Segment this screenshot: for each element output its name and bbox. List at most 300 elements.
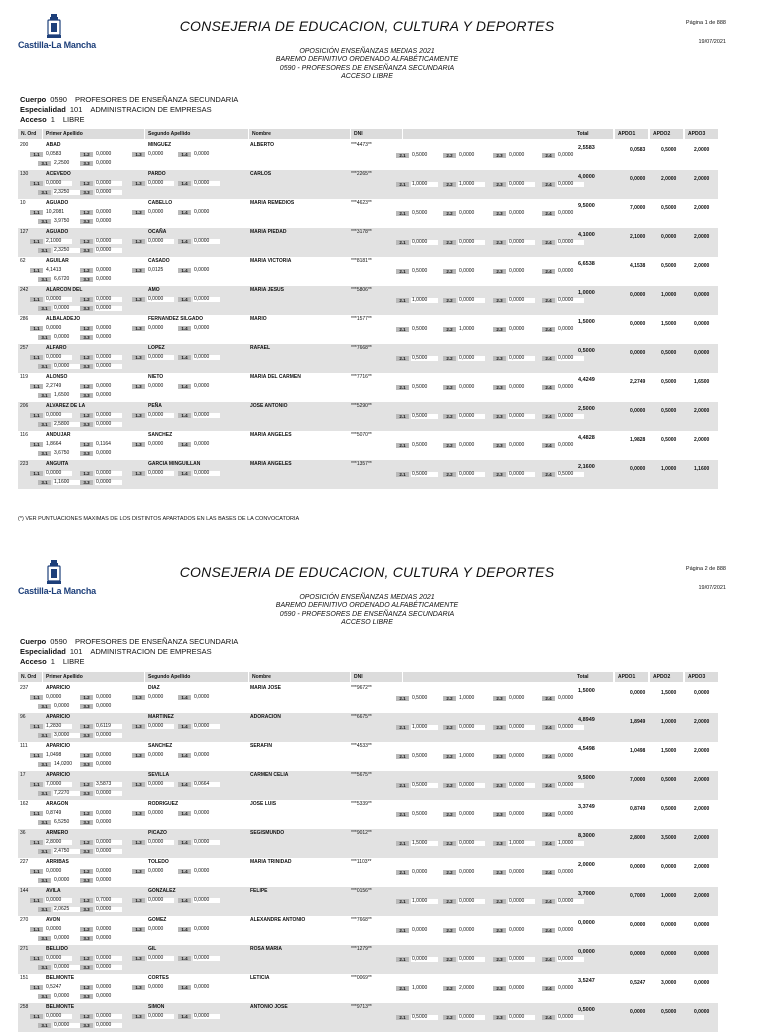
subscore-label: 3.1 <box>38 762 51 767</box>
subscore-label: 2.3 <box>493 269 506 274</box>
second-surname-cell: RODRIGUEZ <box>148 801 178 807</box>
apdo3-cell: 2,0000 <box>694 835 710 841</box>
subscore-label: 2.3 <box>493 725 506 730</box>
second-surname-cell: SIMON <box>148 1004 165 1010</box>
subscore-value: 1,5000 <box>411 841 438 846</box>
subscore-value: 0,0000 <box>193 326 220 331</box>
subscore-value: 0,0000 <box>508 153 535 158</box>
subscore-value: 0,5000 <box>411 754 438 759</box>
subscore-value: 0,0000 <box>193 239 220 244</box>
subscore-s31 <box>38 479 80 485</box>
subscore-value: 0,0000 <box>147 811 174 816</box>
total-cell: 2,0000 <box>578 862 595 868</box>
first-surname-cell: BELMONTE <box>46 975 75 981</box>
subscore-value: 0,0000 <box>95 762 122 767</box>
subscore-value: 0,0000 <box>193 927 220 932</box>
table-row <box>18 460 718 489</box>
name-cell: ANTONIO JOSE <box>250 1004 288 1010</box>
first-surname-cell: ANDUJAR <box>46 432 71 438</box>
subscore-value: 0,0000 <box>147 840 174 845</box>
total-cell: 0,5000 <box>578 348 595 354</box>
subscore-label: 2.3 <box>493 385 506 390</box>
subscore-value: 2,1000 <box>45 239 72 244</box>
subscore-label: 2.2 <box>443 725 456 730</box>
subscore-s14 <box>178 354 220 360</box>
name-cell: JOSE ANTONIO <box>250 403 288 409</box>
table-header <box>18 672 718 682</box>
subscore-label: 3.3 <box>80 393 93 398</box>
table-row <box>18 431 718 460</box>
subscore-s11 <box>30 151 72 157</box>
subscore-label: 2.4 <box>542 327 555 332</box>
subscore-value: 0,0000 <box>45 471 72 476</box>
dni-cell: ***8181** <box>351 258 372 264</box>
subscore-s33 <box>80 189 122 195</box>
subscore-s31 <box>38 160 80 166</box>
first-surname-cell: AGUADO <box>46 229 69 235</box>
subscore-label: 2.2 <box>443 182 456 187</box>
nord-cell: 227 <box>20 859 29 865</box>
subscore-s11 <box>30 926 72 932</box>
subscore-s31 <box>38 964 80 970</box>
subscore-label: 2.2 <box>443 240 456 245</box>
subscore-value: 0,0000 <box>508 182 535 187</box>
subscore-value: 1,0000 <box>458 327 485 332</box>
subscore-s14 <box>178 723 220 729</box>
cuerpo-code: 0590 <box>50 637 67 646</box>
subscore-label: 2.4 <box>542 298 555 303</box>
subscore-value: 0,0000 <box>95 811 122 816</box>
subscore-label: 2.3 <box>493 240 506 245</box>
subscore-value: 0,0000 <box>411 928 438 933</box>
subscore-value: 3,9750 <box>53 219 80 224</box>
subscore-s24 <box>542 413 584 419</box>
subscore-value: 0,0000 <box>458 385 485 390</box>
subscore-label: 2.3 <box>493 1015 506 1020</box>
col-total: Total <box>403 672 613 682</box>
subscore-s22 <box>443 297 485 303</box>
subscore-s14 <box>178 955 220 961</box>
name-cell: ALEXANDRE ANTONIO <box>250 917 306 923</box>
subscore-label: 2.4 <box>542 841 555 846</box>
nord-cell: 17 <box>20 772 26 778</box>
subscore-s23 <box>493 152 535 158</box>
subscore-value: 1,1600 <box>53 480 80 485</box>
subscore-s11 <box>30 296 72 302</box>
subscore-s13 <box>132 897 174 903</box>
subscore-label: 2.3 <box>493 957 506 962</box>
subscore-value: 0,5000 <box>411 1015 438 1020</box>
subscore-value: 0,5000 <box>411 327 438 332</box>
subscore-label: 2.2 <box>443 696 456 701</box>
subscore-label: 1.4 <box>178 869 191 874</box>
subscore-value: 1,0498 <box>45 753 72 758</box>
subscore-value: 0,0000 <box>193 898 220 903</box>
subscore-s23 <box>493 753 535 759</box>
subscore-s14 <box>178 470 220 476</box>
subscore-s12 <box>80 839 122 845</box>
subtitle-line: 0590 - PROFESORES DE ENSEÑANZA SECUNDARIA <box>279 610 455 618</box>
subscore-label: 2.2 <box>443 298 456 303</box>
first-surname-cell: BELMONTE <box>46 1004 75 1010</box>
subscore-label: 3.3 <box>80 704 93 709</box>
col-apdo3: APDO3 <box>685 129 718 139</box>
subscore-s12 <box>80 810 122 816</box>
subscore-s14 <box>178 151 220 157</box>
subscore-value: 0,5000 <box>411 696 438 701</box>
subscore-label: 2.1 <box>396 783 409 788</box>
total-cell: 4,4828 <box>578 435 595 441</box>
subscore-label: 1.3 <box>132 956 145 961</box>
subscore-label: 1.2 <box>80 956 93 961</box>
subscore-value: 14,0200 <box>53 762 80 767</box>
subscore-value: 0,0000 <box>53 994 80 999</box>
subscore-label: 2.3 <box>493 783 506 788</box>
subscore-s22 <box>443 268 485 274</box>
subscore-label: 1.1 <box>30 1014 43 1019</box>
subscore-value: 0,0000 <box>95 161 122 166</box>
subscore-s21 <box>396 753 438 759</box>
subscore-label: 1.1 <box>30 985 43 990</box>
subscore-s21 <box>396 210 438 216</box>
especialidad-code: 101 <box>69 105 83 114</box>
subscore-s13 <box>132 180 174 186</box>
subscore-value: 0,0000 <box>95 210 122 215</box>
dni-cell: ***1103** <box>351 859 372 865</box>
subscore-value: 1,0000 <box>508 841 535 846</box>
subscore-s22 <box>443 442 485 448</box>
subscore-s12 <box>80 296 122 302</box>
subscore-label: 3.3 <box>80 480 93 485</box>
apdo3-cell: 0,0000 <box>694 690 710 696</box>
subscore-s12 <box>80 151 122 157</box>
subscore-value: 0,0000 <box>508 269 535 274</box>
subscore-label: 1.4 <box>178 782 191 787</box>
subscore-s12 <box>80 325 122 331</box>
second-surname-cell: LOPEZ <box>148 345 165 351</box>
subscore-label: 1.4 <box>178 152 191 157</box>
subscore-s14 <box>178 1013 220 1019</box>
subscore-s23 <box>493 355 535 361</box>
subscore-value: 0,0000 <box>557 812 584 817</box>
subscore-s23 <box>493 724 535 730</box>
subscore-s22 <box>443 985 485 991</box>
subscore-label: 2.4 <box>542 443 555 448</box>
second-surname-cell: AMO <box>148 287 160 293</box>
subscore-label: 3.1 <box>38 306 51 311</box>
page-number: Página 2 de 888 <box>685 566 726 572</box>
subscore-value: 0,0000 <box>45 956 72 961</box>
subscore-value: 2,2749 <box>45 384 72 389</box>
table-row <box>18 286 718 315</box>
subscore-label: 1.1 <box>30 355 43 360</box>
subscore-s23 <box>493 811 535 817</box>
subscore-value: 0,0000 <box>557 1015 584 1020</box>
cuerpo-code: 0590 <box>50 95 67 104</box>
subscore-value: 0,0000 <box>53 1023 80 1028</box>
subscore-value: 1,0000 <box>411 298 438 303</box>
subscore-label: 1.3 <box>132 1014 145 1019</box>
subscore-label: 2.1 <box>396 269 409 274</box>
subscore-value: 7,2270 <box>53 791 80 796</box>
subscore-value: 0,0000 <box>557 356 584 361</box>
first-surname-cell: ARMERO <box>46 830 69 836</box>
name-cell: MARIA DEL CARMEN <box>250 374 301 380</box>
subscore-label: 2.1 <box>396 986 409 991</box>
subscore-s33 <box>80 964 122 970</box>
subscore-label: 1.2 <box>80 152 93 157</box>
subscore-label: 1.3 <box>132 724 145 729</box>
total-cell: 0,0000 <box>578 920 595 926</box>
subscore-label: 2.1 <box>396 211 409 216</box>
subscore-s21 <box>396 695 438 701</box>
subscore-value: 0,0000 <box>95 907 122 912</box>
total-cell: 1,5000 <box>578 688 595 694</box>
subscore-label: 1.2 <box>80 442 93 447</box>
subscore-value: 0,0000 <box>95 480 122 485</box>
subscore-s21 <box>396 326 438 332</box>
table-body <box>18 684 718 1032</box>
subscore-s22 <box>443 210 485 216</box>
apdo2-cell: 0,5000 <box>661 350 677 356</box>
subscore-value: 1,0000 <box>411 725 438 730</box>
subscore-label: 1.4 <box>178 471 191 476</box>
subscore-value: 0,5247 <box>45 985 72 990</box>
subscore-label: 1.3 <box>132 355 145 360</box>
subscore-s13 <box>132 955 174 961</box>
subscore-label: 1.4 <box>178 181 191 186</box>
subscore-value: 0,0000 <box>95 422 122 427</box>
subscore-label: 1.4 <box>178 956 191 961</box>
subscore-value: 4,1413 <box>45 268 72 273</box>
especialidad-line <box>20 647 238 657</box>
total-cell: 4,5498 <box>578 746 595 752</box>
nord-cell: 10 <box>20 200 26 206</box>
subscore-value: 0,0000 <box>458 899 485 904</box>
subscore-label: 2.4 <box>542 472 555 477</box>
subscore-label: 2.4 <box>542 385 555 390</box>
report-subtitles <box>0 48 734 81</box>
dni-cell: ***4533** <box>351 743 372 749</box>
col-dni: DNI <box>351 129 402 139</box>
subscore-value: 2,3250 <box>53 248 80 253</box>
dni-cell: ***5675** <box>351 772 372 778</box>
subscore-s23 <box>493 181 535 187</box>
subscore-value: 0,0000 <box>147 210 174 215</box>
subscore-label: 1.2 <box>80 985 93 990</box>
subscore-value: 0,0000 <box>95 393 122 398</box>
subscore-s31 <box>38 877 80 883</box>
subscore-s24 <box>542 181 584 187</box>
subscore-s31 <box>38 392 80 398</box>
subscore-value: 0,0000 <box>147 355 174 360</box>
footnote: (*) VER PUNTUACIONES MAXIMAS DE LOS DISTINTOS APARTADOS EN LAS BASES DE LA CONVOCATORIA <box>18 516 300 522</box>
subscore-s22 <box>443 724 485 730</box>
name-cell: ALBERTO <box>250 142 275 148</box>
subscore-s33 <box>80 160 122 166</box>
subscore-value: 0,0000 <box>95 936 122 941</box>
apdo1-cell: 1,8949 <box>630 719 646 725</box>
subscore-value: 0,0000 <box>508 957 535 962</box>
subscore-value: 0,0000 <box>508 240 535 245</box>
apdo3-cell: 0,0000 <box>694 350 710 356</box>
subscore-s23 <box>493 471 535 477</box>
subscore-value: 0,0000 <box>458 870 485 875</box>
subscore-value: 1,0000 <box>411 986 438 991</box>
subscore-s11 <box>30 180 72 186</box>
subscore-label: 2.4 <box>542 153 555 158</box>
apdo3-cell: 2,0000 <box>694 147 710 153</box>
acceso-desc: LIBRE <box>62 657 85 666</box>
subscore-s21 <box>396 152 438 158</box>
subscore-label: 1.2 <box>80 695 93 700</box>
apdo3-cell: 2,0000 <box>694 263 710 269</box>
subscore-s11 <box>30 325 72 331</box>
subscore-s22 <box>443 956 485 962</box>
table-row <box>18 170 718 199</box>
subscore-s33 <box>80 703 122 709</box>
subscore-value: 0,0000 <box>95 927 122 932</box>
apdo2-cell: 1,0000 <box>661 719 677 725</box>
second-surname-cell: MARTINEZ <box>148 714 174 720</box>
nord-cell: 111 <box>20 743 28 749</box>
subscore-label: 1.3 <box>132 471 145 476</box>
subscore-value: 0,0000 <box>45 1014 72 1019</box>
subscore-label: 2.3 <box>493 182 506 187</box>
apdo3-cell: 0,0000 <box>694 951 710 957</box>
report-date: 19/07/2021 <box>698 39 726 45</box>
subscore-s31 <box>38 189 80 195</box>
subscore-s21 <box>396 869 438 875</box>
subtitle-line: BAREMO DEFINITIVO ORDENADO ALFABÉTICAMENTE <box>275 602 459 610</box>
subscore-label: 1.3 <box>132 840 145 845</box>
subscore-label: 1.4 <box>178 326 191 331</box>
subscore-value: 0,0000 <box>458 812 485 817</box>
subscore-s11 <box>30 354 72 360</box>
subscore-value: 0,0000 <box>458 240 485 245</box>
apdo1-cell: 1,0498 <box>630 748 646 754</box>
acceso-code: 1 <box>50 115 55 124</box>
table-body <box>18 141 718 489</box>
subscore-s13 <box>132 151 174 157</box>
cuerpo-label: Cuerpo <box>20 95 47 104</box>
name-cell: MARIA PIEDAD <box>250 229 287 235</box>
subscore-s22 <box>443 898 485 904</box>
subscore-value: 0,0000 <box>508 414 535 419</box>
subscore-s24 <box>542 724 584 730</box>
first-surname-cell: ABAD <box>46 142 61 148</box>
subscore-value: 0,0000 <box>95 152 122 157</box>
subscore-s13 <box>132 810 174 816</box>
subscore-value: 2,3250 <box>53 190 80 195</box>
subscore-value: 6,6720 <box>53 277 80 282</box>
subscore-label: 1.1 <box>30 152 43 157</box>
subscore-s22 <box>443 326 485 332</box>
subscore-value: 0,7000 <box>95 898 122 903</box>
subscore-s22 <box>443 695 485 701</box>
subscore-label: 3.3 <box>80 791 93 796</box>
subscore-label: 3.3 <box>80 277 93 282</box>
subscore-s12 <box>80 412 122 418</box>
apdo2-cell: 0,5000 <box>661 147 677 153</box>
col-total: Total <box>403 129 613 139</box>
first-surname-cell: ACEVEDO <box>46 171 71 177</box>
table-row <box>18 257 718 286</box>
subscore-value: 0,0000 <box>147 181 174 186</box>
subscore-label: 1.1 <box>30 898 43 903</box>
report-title: CONSEJERIA DE EDUCACION, CULTURA Y DEPORTES <box>179 18 555 34</box>
table-row <box>18 916 718 945</box>
subscore-s31 <box>38 761 80 767</box>
subscore-value: 0,6119 <box>95 724 122 729</box>
dni-cell: ***0069** <box>351 975 372 981</box>
subscore-label: 2.4 <box>542 812 555 817</box>
subscore-value: 0,0000 <box>508 754 535 759</box>
apdo3-cell: 0,0000 <box>694 980 710 986</box>
subscore-value: 0,0000 <box>147 471 174 476</box>
apdo3-cell: 2,0000 <box>694 748 710 754</box>
subscore-s31 <box>38 906 80 912</box>
subscore-s14 <box>178 984 220 990</box>
subscore-label: 1.4 <box>178 840 191 845</box>
first-surname-cell: BELLIDO <box>46 946 68 952</box>
subscore-s24 <box>542 927 584 933</box>
subscore-s14 <box>178 267 220 273</box>
table-header <box>18 129 718 139</box>
subscore-label: 1.1 <box>30 210 43 215</box>
subscore-value: 0,0000 <box>193 985 220 990</box>
subscore-s13 <box>132 383 174 389</box>
name-cell: JOSE LUIS <box>250 801 277 807</box>
subscore-label: 1.1 <box>30 695 43 700</box>
subscore-s21 <box>396 724 438 730</box>
subscore-value: 0,0000 <box>95 355 122 360</box>
nord-cell: 62 <box>20 258 26 264</box>
subscore-value: 0,0000 <box>193 471 220 476</box>
subscore-value: 0,0664 <box>193 782 220 787</box>
subscore-value: 0,0000 <box>193 840 220 845</box>
subscore-label: 2.4 <box>542 1015 555 1020</box>
subscore-s24 <box>542 840 584 846</box>
name-cell: SERAFIN <box>250 743 272 749</box>
subscore-s14 <box>178 325 220 331</box>
subscore-s14 <box>178 926 220 932</box>
subscore-label: 3.3 <box>80 248 93 253</box>
first-surname-cell: ALVAREZ DE LA <box>46 403 86 409</box>
first-surname-cell: ANGUITA <box>46 461 69 467</box>
apdo2-cell: 0,5000 <box>661 806 677 812</box>
subscore-label: 1.4 <box>178 355 191 360</box>
apdo1-cell: 0,0000 <box>630 951 646 957</box>
subscore-s11 <box>30 209 72 215</box>
nord-cell: 200 <box>20 142 29 148</box>
subscore-s14 <box>178 810 220 816</box>
apdo1-cell: 0,0000 <box>630 864 646 870</box>
subscore-value: 0,5000 <box>411 443 438 448</box>
apdo2-cell: 0,5000 <box>661 777 677 783</box>
apdo1-cell: 0,0000 <box>630 408 646 414</box>
especialidad-label: Especialidad <box>20 647 66 656</box>
subscore-s11 <box>30 441 72 447</box>
subscore-s21 <box>396 355 438 361</box>
dni-cell: ***4623** <box>351 200 372 206</box>
nord-cell: 119 <box>20 374 28 380</box>
subscore-label: 3.1 <box>38 733 51 738</box>
subscore-label: 3.3 <box>80 849 93 854</box>
second-surname-cell: PICAZO <box>148 830 167 836</box>
apdo2-cell: 0,0000 <box>661 864 677 870</box>
apdo1-cell: 0,0583 <box>630 147 646 153</box>
